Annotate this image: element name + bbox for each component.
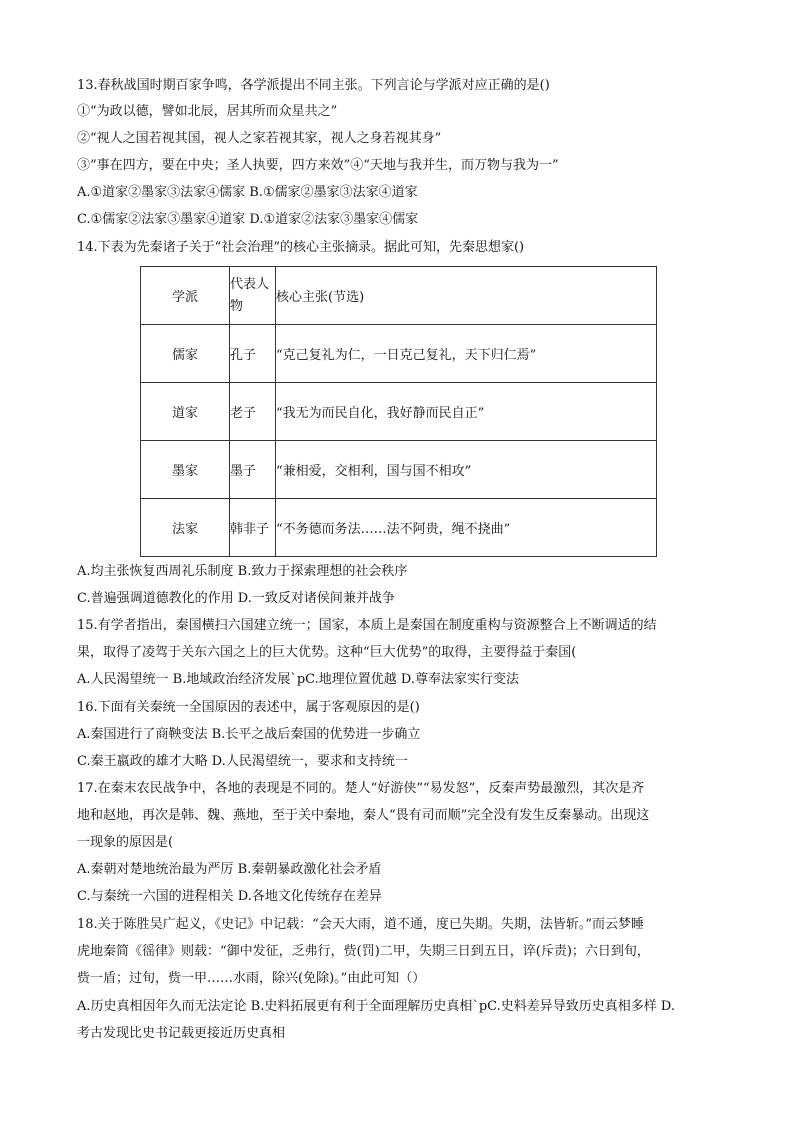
q13-statement-1: ①“为政以德，譬如北辰，居其所而众星共之” <box>77 104 338 119</box>
table-row <box>141 441 657 499</box>
q18-stem-line-3: 赀一盾；过旬，赀一甲……水雨，除兴(免除)。”由此可知（） <box>77 971 426 986</box>
q13-options-cd: C.①儒家②法家③墨家④道家 D.①道家②法家③墨家④儒家 <box>77 212 419 227</box>
table-cell-person: 墨子 <box>230 441 276 499</box>
table-cell-school: 墨家 <box>141 441 230 499</box>
q18-stem-line-1: 18.关于陈胜吴广起义，《史记》中记载：“会天大雨，道不通，度已失期。失期，法皆斩。”而云梦睡 <box>77 917 644 932</box>
table-cell-person: 老子 <box>230 383 276 441</box>
table-cell-claim: “不务德而务法……法不阿贵，绳不挠曲” <box>276 499 657 557</box>
table-header-claim: 核心主张(节选) <box>276 267 657 325</box>
q17-options-cd: C.与秦统一六国的进程相关 D.各地文化传统存在差异 <box>77 889 382 904</box>
q13-statement-2: ②“视人之国若视其国，视人之家若视其家，视人之身若视其身” <box>77 131 442 146</box>
table-cell-claim: “兼相爱，交相利，国与国不相攻” <box>276 441 657 499</box>
table-cell-person: 韩非子 <box>230 499 276 557</box>
q14-options-ab: A.均主张恢复西周礼乐制度 B.致力于探索理想的社会秩序 <box>77 564 408 579</box>
q15-stem-line-2: 果，取得了凌驾于关东六国之上的巨大优势。这种“巨大优势”的取得，主要得益于秦国( <box>77 645 577 660</box>
q16-options-ab: A.秦国进行了商鞅变法 B.长平之战后秦国的优势进一步确立 <box>77 727 421 742</box>
table-row <box>141 383 657 441</box>
q13-options-ab: A.①道家②墨家③法家④儒家 B.①儒家②墨家③法家④道家 <box>77 185 418 200</box>
q17-options-ab: A.秦朝对楚地统治最为严厉 B.秦朝暴政激化社会矛盾 <box>77 862 382 877</box>
q15-options: A.人民渴望统一 B.地域政治经济发展`pC.地理位置优越 D.尊奉法家实行变法 <box>77 672 520 687</box>
table-header-person: 代表人物 <box>230 267 276 325</box>
q17-stem-line-2: 地和赵地，再次是韩、魏、燕地，至于关中秦地，秦人“畏有司而顺”完全没有发生反秦暴动。出现这 <box>77 808 650 823</box>
table-cell-claim: “我无为而民自化，我好静而民自正” <box>276 383 657 441</box>
q14-stem: 14.下表为先秦诸子关于“社会治理”的核心主张摘录。据此可知，先秦思想家() <box>77 240 525 255</box>
q14-options-cd: C.普遍强调道德教化的作用 D.一致反对诸侯间兼并战争 <box>77 591 395 606</box>
table-cell-school: 儒家 <box>141 325 230 383</box>
q16-options-cd: C.秦王嬴政的雄才大略 D.人民渴望统一，要求和支持统一 <box>77 754 408 769</box>
q18-stem-line-2: 虎地秦简《徭律》则载：“御中发征，乏弗行，赀(罚)二甲，失期三日到五日，谇(斥责)；六日到旬， <box>77 944 650 959</box>
q18-options-line-1: A.历史真相因年久而无法定论 B.史料拓展更有利于全面理解历史真相`pC.史料差异导致历史真相多样 D. <box>77 999 676 1014</box>
q14-table <box>140 266 657 557</box>
table-row <box>141 499 657 557</box>
q13-stem: 13.春秋战国时期百家争鸣，各学派提出不同主张。下列言论与学派对应正确的是() <box>77 78 550 93</box>
q16-stem: 16.下面有关秦统一全国原因的表述中，属于客观原因的是() <box>77 700 420 715</box>
q17-stem-line-1: 17.在秦末农民战争中，各地的表现是不同的。楚人“好游侠”“易发怒”，反秦声势最激烈，其次是齐 <box>77 781 645 796</box>
q18-options-line-2: 考古发现比史书记载更接近历史真相 <box>77 1026 286 1041</box>
q15-stem-line-1: 15.有学者指出，秦国横扫六国建立统一；国家，本质上是秦国在制度重构与资源整合上不断调适的结 <box>77 618 657 633</box>
table-header-school: 学派 <box>141 267 230 325</box>
q13-statement-3-4: ③“事在四方，要在中央；圣人执要，四方来效”④“天地与我并生，而万物与我为一” <box>77 158 559 173</box>
q17-stem-line-3: 一现象的原因是( <box>77 835 174 850</box>
table-cell-school: 道家 <box>141 383 230 441</box>
table-cell-school: 法家 <box>141 499 230 557</box>
table-header-row <box>141 267 657 325</box>
table-row <box>141 325 657 383</box>
table-cell-claim: “克己复礼为仁，一日克己复礼，天下归仁焉” <box>276 325 657 383</box>
table-cell-person: 孔子 <box>230 325 276 383</box>
